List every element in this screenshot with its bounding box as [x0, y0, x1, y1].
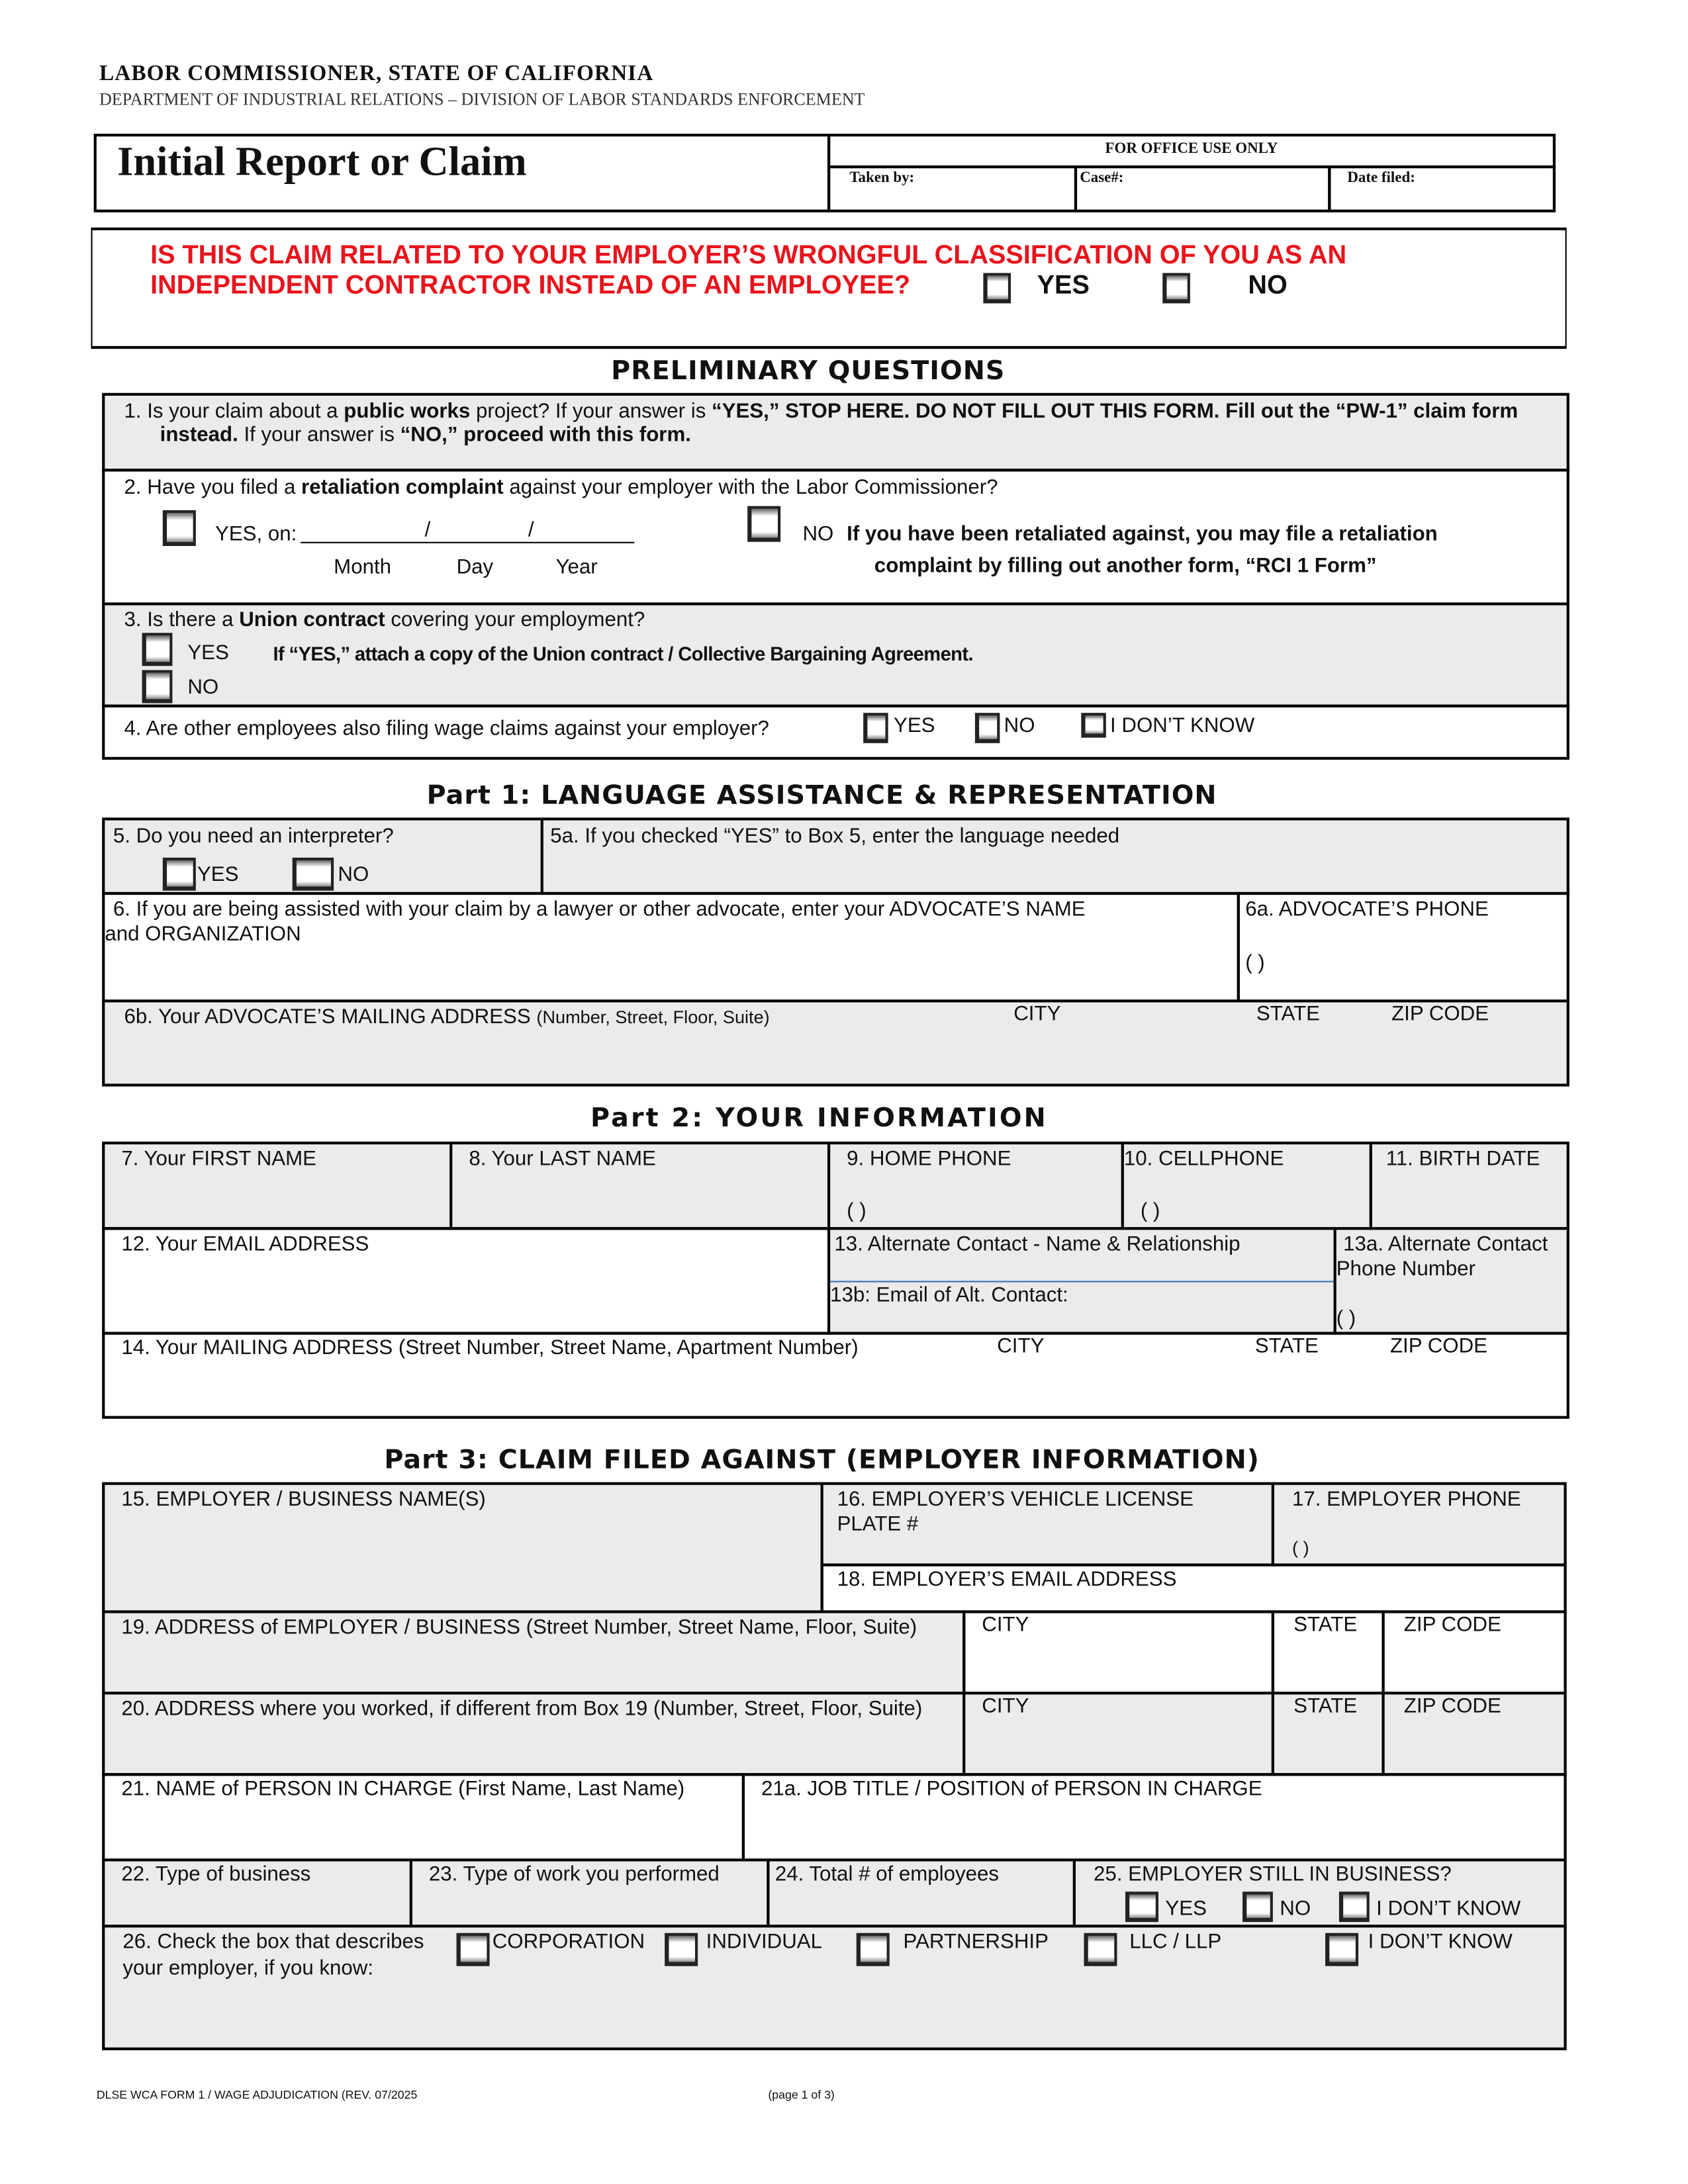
phone-area-code: ( )	[1336, 1306, 1356, 1331]
field-11-birth-date[interactable]	[1370, 1142, 1570, 1230]
f18-label: 18. EMPLOYER’S EMAIL ADDRESS	[837, 1567, 1177, 1592]
q4-dont-know-label: I DON’T KNOW	[1110, 714, 1255, 738]
form-title: Initial Report or Claim	[117, 139, 527, 185]
date-filed-field	[1328, 165, 1556, 212]
f23-label: 23. Type of work you performed	[428, 1862, 720, 1886]
field-13-alternate-contact[interactable]	[827, 1227, 1336, 1334]
state-label: STATE	[1256, 1002, 1320, 1026]
day-label: Day	[456, 555, 494, 579]
partnership-checkbox[interactable]	[857, 1933, 890, 1966]
q2-text: 2. Have you filed a	[124, 475, 302, 500]
city-label: CITY	[982, 1694, 1029, 1718]
field-6a-advocate-phone[interactable]	[1237, 892, 1570, 1003]
taken-by-label: Taken by:	[849, 169, 915, 187]
field-13a-alt-phone[interactable]	[1334, 1227, 1570, 1334]
q1-instead: instead.	[160, 423, 238, 447]
q3-no-checkbox[interactable]	[142, 670, 173, 703]
field-26-employer-type	[102, 1925, 1566, 2050]
phone-area-code: ( )	[1140, 1199, 1160, 1223]
q2-no-checkbox[interactable]	[747, 506, 780, 542]
classification-question-line1: IS THIS CLAIM RELATED TO YOUR EMPLOYER’S WRONGFUL CLASSIFICATION OF YOU AS AN	[150, 241, 1347, 271]
q3-bold: Union contract	[239, 608, 385, 632]
f20-label: 20. ADDRESS where you worked, if different from Box 19 (Number, Street, Floor, Suite)	[121, 1697, 923, 1721]
q4-yes-checkbox[interactable]	[863, 713, 888, 743]
f6b-hint: (Number, Street, Floor, Suite)	[536, 1006, 770, 1028]
year-label: Year	[555, 555, 598, 579]
q3-text: 3. Is there a	[124, 608, 240, 632]
q2-yes-checkbox[interactable]	[163, 510, 196, 546]
field-17-employer-phone[interactable]	[1272, 1482, 1567, 1567]
in-business-dont-know-label: I DON’T KNOW	[1376, 1897, 1521, 1921]
question-1	[102, 393, 1570, 472]
taken-by-field	[827, 165, 1077, 212]
f17-label: 17. EMPLOYER PHONE	[1292, 1487, 1521, 1512]
q4-dont-know-checkbox[interactable]	[1081, 713, 1105, 737]
f16-label2: PLATE #	[837, 1512, 919, 1536]
q2-date-input[interactable]	[301, 518, 634, 543]
office-use-header	[827, 134, 1556, 168]
field-15-employer-name[interactable]	[102, 1482, 823, 1614]
city-label: CITY	[997, 1334, 1045, 1359]
q3-text2: covering your employment?	[385, 608, 645, 632]
f26-label: 26. Check the box that describes	[122, 1930, 424, 1954]
title-box	[94, 134, 830, 212]
month-label: Month	[334, 555, 392, 579]
field-10-cellphone[interactable]	[1121, 1142, 1372, 1230]
field-18-employer-email[interactable]	[821, 1563, 1567, 1613]
page-number: (page 1 of 3)	[768, 2087, 835, 2101]
field-5a-language[interactable]	[541, 817, 1570, 895]
f12-label: 12. Your EMAIL ADDRESS	[121, 1232, 369, 1256]
state-label: STATE	[1254, 1334, 1319, 1359]
field-25-still-in-business	[1073, 1858, 1567, 1927]
f13a-label: 13a. Alternate Contact	[1343, 1232, 1548, 1256]
type-dont-know-label: I DON’T KNOW	[1368, 1930, 1513, 1954]
q2-text2: against your employer with the Labor Commissioner?	[503, 475, 998, 500]
city-label: CITY	[1013, 1002, 1061, 1026]
in-business-yes-label: YES	[1165, 1897, 1207, 1921]
preliminary-heading: PRELIMINARY QUESTIONS	[611, 355, 1006, 387]
question-2	[102, 469, 1570, 605]
phone-area-code: ( )	[1245, 951, 1265, 975]
field-8-last-name[interactable]	[449, 1142, 830, 1230]
state-label: STATE	[1293, 1613, 1358, 1637]
field-21a-job-title[interactable]	[742, 1773, 1567, 1861]
form-number: DLSE WCA FORM 1 / WAGE ADJUDICATION (REV. 07/2025	[96, 2087, 418, 2101]
f10-label: 10. CELLPHONE	[1123, 1147, 1284, 1171]
phone-area-code: ( )	[847, 1199, 867, 1223]
type-dont-know-checkbox[interactable]	[1325, 1933, 1358, 1966]
field-21-person-in-charge[interactable]	[102, 1773, 745, 1861]
f24-label: 24. Total # of employees	[774, 1862, 999, 1886]
f15-label: 15. EMPLOYER / BUSINESS NAME(S)	[121, 1487, 486, 1512]
part2-heading: Part 2: YOUR INFORMATION	[590, 1103, 1048, 1134]
q3-yes-label: YES	[187, 641, 229, 665]
f21a-label: 21a. JOB TITLE / POSITION of PERSON IN CHARGE	[761, 1777, 1262, 1801]
individual-checkbox[interactable]	[665, 1933, 698, 1966]
q2-yes-label: YES, on:	[214, 522, 297, 546]
date-slash: /	[424, 518, 431, 542]
zip-label: ZIP CODE	[1403, 1694, 1501, 1718]
zip-label: ZIP CODE	[1391, 1002, 1489, 1026]
classification-question-line2: INDEPENDENT CONTRACTOR INSTEAD OF AN EMPLOYEE?	[150, 271, 911, 301]
q2-bold: retaliation complaint	[301, 475, 504, 500]
partnership-label: PARTNERSHIP	[903, 1930, 1049, 1954]
field-19-zip[interactable]	[1382, 1610, 1566, 1694]
date-slash: /	[528, 518, 534, 542]
q1-stop-text: “YES,” STOP HERE. DO NOT FILL OUT THIS FORM. Fill out the “PW-1” claim form	[712, 400, 1519, 424]
f14-label: 14. Your MAILING ADDRESS (Street Number, Street Name, Apartment Number)	[121, 1336, 859, 1360]
q1-proceed: “NO,” proceed with this form.	[400, 423, 691, 447]
field-5-interpreter	[102, 817, 543, 895]
field-22-business-type[interactable]	[102, 1858, 412, 1927]
case-number-field	[1074, 165, 1331, 212]
part3-heading: Part 3: CLAIM FILED AGAINST (EMPLOYER INFORMATION)	[384, 1445, 1260, 1476]
field-9-home-phone[interactable]	[827, 1142, 1124, 1230]
q1-text2: project? If your answer is	[470, 400, 712, 424]
q3-no-label: NO	[187, 675, 219, 700]
case-label: Case#:	[1080, 169, 1124, 187]
f5-label: 5. Do you need an interpreter?	[113, 824, 394, 848]
interpreter-yes-label: YES	[197, 863, 239, 887]
field-24-total-employees[interactable]	[767, 1858, 1076, 1927]
field-6-advocate-name[interactable]	[102, 892, 1240, 1003]
in-business-no-checkbox[interactable]	[1243, 1891, 1273, 1922]
field-19-state[interactable]	[1272, 1610, 1385, 1694]
city-label: CITY	[982, 1613, 1029, 1637]
q1-bold: public works	[344, 400, 471, 424]
individual-label: INDIVIDUAL	[706, 1930, 823, 1954]
classification-no-checkbox[interactable]	[1162, 273, 1190, 303]
field-20-work-address[interactable]	[102, 1692, 965, 1776]
part1-heading: Part 1: LANGUAGE ASSISTANCE & REPRESENTATION	[426, 780, 1217, 811]
llc-llp-label: LLC / LLP	[1129, 1930, 1222, 1954]
in-business-no-label: NO	[1280, 1897, 1311, 1921]
f13b-label: 13b: Email of Alt. Contact:	[830, 1283, 1068, 1307]
interpreter-yes-checkbox[interactable]	[163, 858, 196, 891]
q4-no-checkbox[interactable]	[975, 713, 1000, 743]
f25-label: 25. EMPLOYER STILL IN BUSINESS?	[1094, 1862, 1452, 1886]
department-name: DEPARTMENT OF INDUSTRIAL RELATIONS – DIVISION OF LABOR STANDARDS ENFORCEMENT	[99, 89, 865, 109]
field-12-email[interactable]	[102, 1227, 830, 1334]
in-business-dont-know-checkbox[interactable]	[1339, 1891, 1370, 1922]
q4-text: 4. Are other employees also filing wage claims against your employer?	[124, 717, 769, 741]
f21-label: 21. NAME of PERSON IN CHARGE (First Name, Last Name)	[121, 1777, 685, 1801]
corporation-label: CORPORATION	[492, 1930, 645, 1954]
field-6b-advocate-address[interactable]	[102, 999, 1570, 1086]
llc-llp-checkbox[interactable]	[1084, 1933, 1117, 1966]
q3-yes-checkbox[interactable]	[142, 633, 173, 666]
classification-yes-checkbox[interactable]	[983, 273, 1011, 303]
in-business-yes-checkbox[interactable]	[1125, 1891, 1158, 1922]
f6b-label: 6b. Your ADVOCATE’S MAILING ADDRESS	[124, 1005, 531, 1029]
office-use-label: FOR OFFICE USE ONLY	[1105, 140, 1278, 158]
agency-name: LABOR COMMISSIONER, STATE OF CALIFORNIA	[99, 62, 654, 86]
q4-yes-label: YES	[893, 714, 935, 738]
classification-yes-label: YES	[1037, 271, 1090, 301]
corporation-checkbox[interactable]	[457, 1933, 490, 1966]
q4-no-label: NO	[1004, 714, 1035, 738]
q1-text3: If your answer is	[238, 423, 400, 447]
f8-label: 8. Your LAST NAME	[469, 1147, 656, 1171]
zip-label: ZIP CODE	[1389, 1334, 1488, 1359]
question-3	[102, 602, 1570, 707]
interpreter-no-label: NO	[338, 863, 369, 887]
field-20-state[interactable]	[1272, 1692, 1385, 1776]
field-19-employer-address[interactable]	[102, 1610, 965, 1694]
date-filed-label: Date filed:	[1347, 169, 1415, 187]
classification-no-label: NO	[1248, 271, 1288, 301]
q1-text: 1. Is your claim about a	[124, 400, 344, 424]
interpreter-no-checkbox[interactable]	[293, 858, 334, 891]
f6a-label: 6a. ADVOCATE’S PHONE	[1245, 897, 1489, 921]
field-19-city[interactable]	[962, 1610, 1274, 1694]
classification-box	[91, 228, 1566, 349]
f13a-label2: Phone Number	[1336, 1257, 1476, 1281]
question-4	[102, 705, 1570, 760]
phone-area-code: ( )	[1292, 1537, 1309, 1559]
field-16-vehicle-plate[interactable]	[821, 1482, 1274, 1567]
f9-label: 9. HOME PHONE	[847, 1147, 1011, 1171]
f26-label2: your employer, if you know:	[122, 1956, 374, 1980]
f5a-label: 5a. If you checked “YES” to Box 5, enter the language needed	[550, 824, 1120, 848]
f19-label: 19. ADDRESS of EMPLOYER / BUSINESS (Street Number, Street Name, Floor, Suite)	[121, 1615, 917, 1640]
divider	[830, 1281, 1333, 1282]
f16-label: 16. EMPLOYER’S VEHICLE LICENSE	[837, 1487, 1194, 1512]
field-20-city[interactable]	[962, 1692, 1274, 1776]
q2-note2: complaint by filling out another form, “RCI 1 Form”	[874, 554, 1377, 578]
q2-no-label: NO	[802, 522, 834, 546]
field-23-work-type[interactable]	[410, 1858, 770, 1927]
f6-label: 6. If you are being assisted with your claim by a lawyer or other advocate, enter your ADVOCATE’S NAME	[113, 897, 1086, 921]
zip-label: ZIP CODE	[1403, 1613, 1501, 1637]
f6-label2: and ORGANIZATION	[105, 922, 301, 946]
field-20-zip[interactable]	[1382, 1692, 1566, 1776]
f13-label: 13. Alternate Contact - Name & Relationship	[834, 1232, 1241, 1256]
q2-note: If you have been retaliated against, you may file a retaliation	[847, 522, 1438, 546]
f11-label: 11. BIRTH DATE	[1385, 1147, 1540, 1171]
field-14-mailing-address[interactable]	[102, 1332, 1570, 1418]
f22-label: 22. Type of business	[121, 1862, 311, 1886]
state-label: STATE	[1293, 1694, 1358, 1718]
f7-label: 7. Your FIRST NAME	[121, 1147, 317, 1171]
q3-note: If “YES,” attach a copy of the Union contract / Collective Bargaining Agreement.	[273, 642, 973, 665]
field-7-first-name[interactable]	[102, 1142, 452, 1230]
